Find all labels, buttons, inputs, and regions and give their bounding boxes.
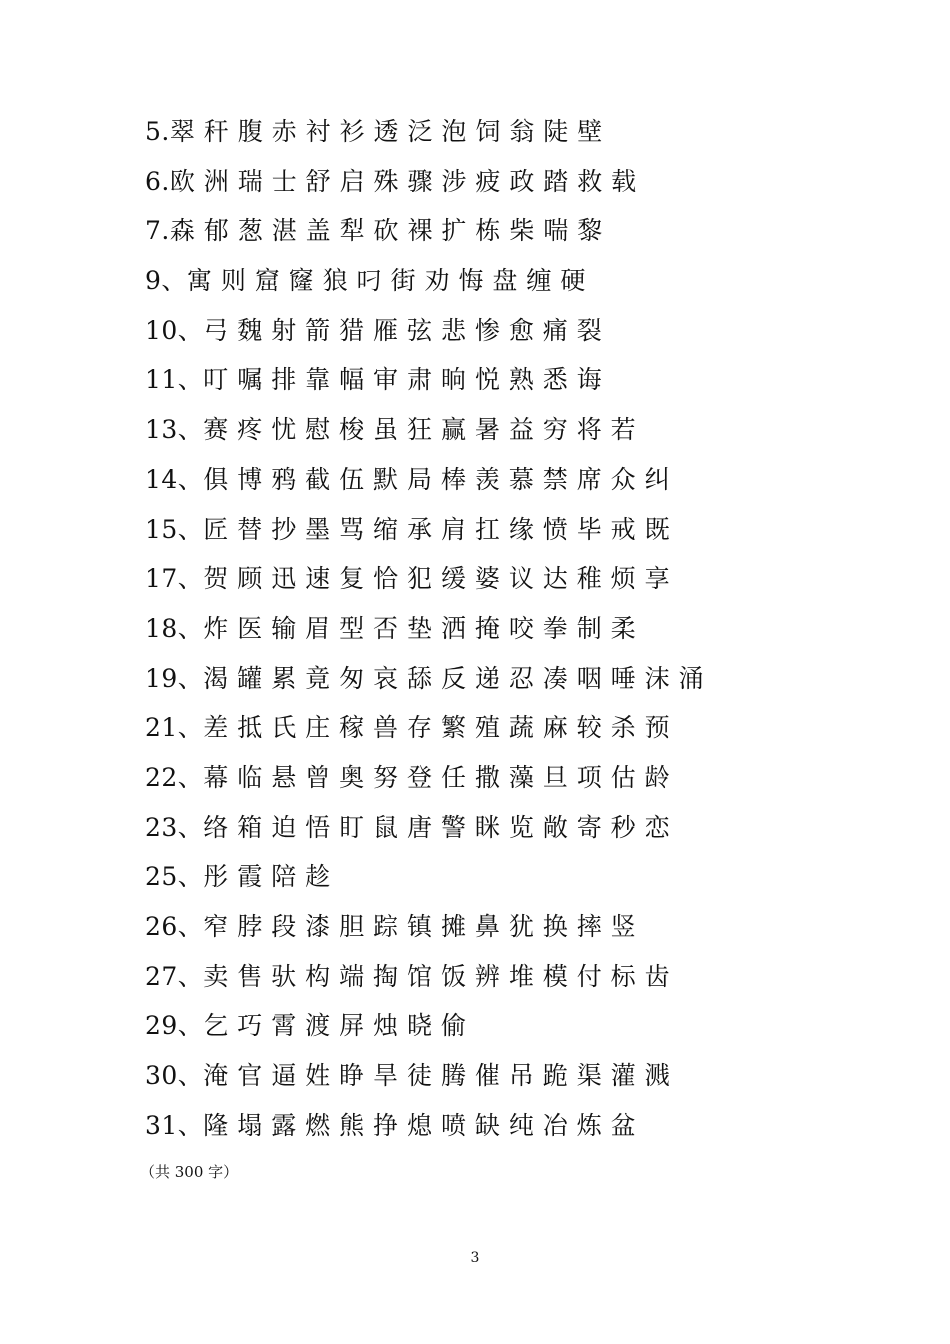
character-line: 7.森 郁 葱 湛 盖 犁 砍 裸 扩 栋 柴 喘 黎 [145,216,603,246]
character-line: 14、俱 博 鸦 截 伍 默 局 棒 羡 慕 禁 席 众 纠 [145,464,671,494]
page-number: 3 [470,1250,480,1266]
character-line: 17、贺 顾 迅 速 复 恰 犯 缓 婆 议 达 稚 烦 享 [145,564,671,594]
character-line: 29、乞 巧 霄 渡 屏 烛 晓 偷 [145,1011,467,1041]
character-line: 9、寓 则 窟 窿 狼 叼 街 劝 悔 盘 缠 硬 [145,266,586,296]
character-line: 21、差 抵 氏 庄 稼 兽 存 繁 殖 蔬 麻 较 杀 预 [145,713,671,743]
character-line: 18、炸 医 输 眉 型 否 垫 洒 掩 咬 拳 制 柔 [145,613,637,643]
character-line: 30、淹 官 逼 姓 睁 旱 徒 腾 催 吊 跪 渠 灌 溅 [145,1061,671,1091]
character-line: 31、隆 塌 露 燃 熊 挣 熄 喷 缺 纯 冶 炼 盆 [145,1110,637,1140]
character-line: 15、匠 替 抄 墨 骂 缩 承 肩 扛 缘 愤 毕 戒 既 [145,514,671,544]
character-line: 22、幕 临 悬 曾 奥 努 登 任 撒 藻 旦 项 估 龄 [145,762,671,792]
character-line: 13、赛 疼 忧 慰 梭 虽 狂 赢 暑 益 穷 将 若 [145,415,637,445]
character-line: 11、叮 嘱 排 靠 幅 审 肃 晌 悦 熟 悉 诲 [145,365,603,395]
character-line: 26、窄 脖 段 漆 胆 踪 镇 摊 鼻 犹 换 摔 竖 [145,912,637,941]
character-line: 5.翠 秆 腹 赤 衬 衫 透 泛 泡 饲 翁 陡 壁 [145,117,603,146]
character-line: 27、卖 售 驮 构 端 掏 馆 饭 辨 堆 模 付 标 齿 [145,961,671,991]
total-count-note: （共 300 字） [140,1163,239,1181]
character-list [145,112,925,1155]
character-line: 19、渴 罐 累 竟 匆 哀 舔 反 递 忍 凑 咽 唾 沫 涌 [145,663,705,693]
character-line: 10、弓 魏 射 箭 猎 雁 弦 悲 惨 愈 痛 裂 [145,315,603,345]
character-line: 6.欧 洲 瑞 士 舒 启 殊 骤 涉 疲 政 踏 救 载 [145,166,637,196]
character-line: 25、彤 霞 陪 趁 [145,862,331,892]
character-line: 23、络 箱 迫 悟 盯 鼠 唐 警 眯 览 敞 寄 秒 恋 [145,812,671,842]
